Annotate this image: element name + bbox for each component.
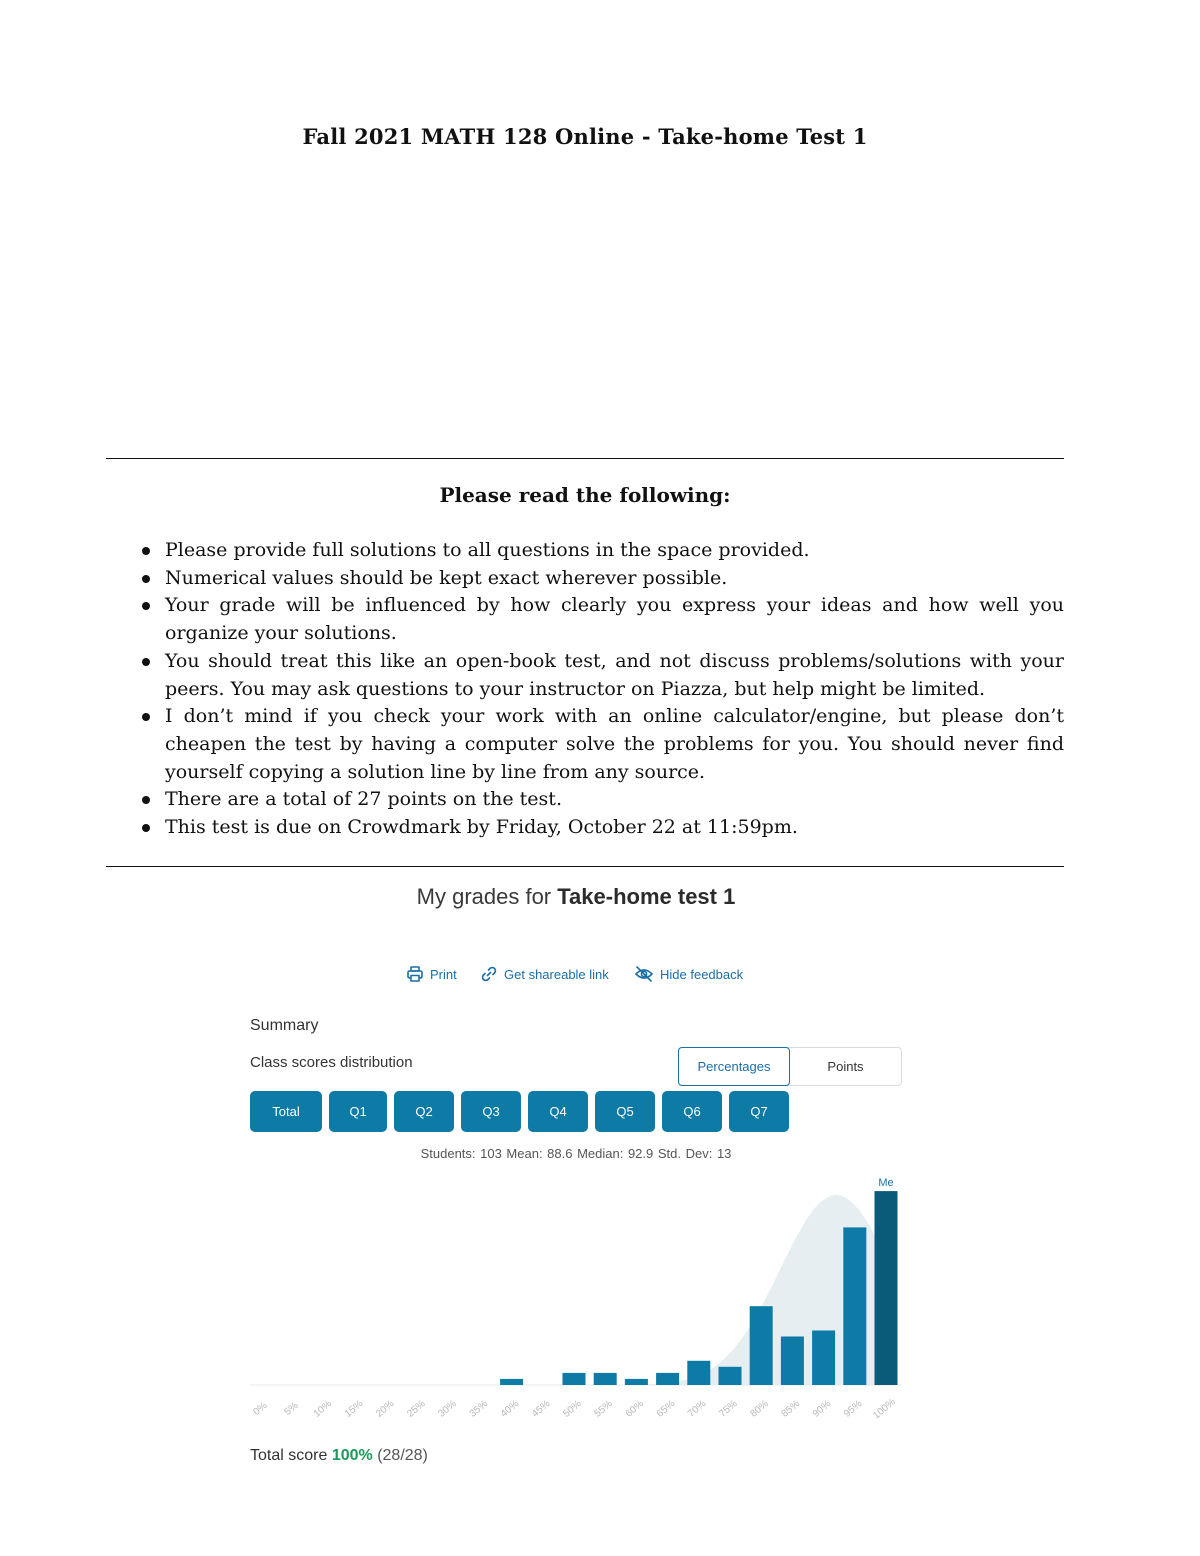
document-title: Fall 2021 MATH 128 Online - Take-home Test 1 (302, 124, 868, 149)
grades-title-test: Take-home test 1 (557, 884, 736, 909)
tick-label: 60% (623, 1398, 646, 1420)
bottom-divider (106, 866, 1064, 867)
bar-95%[interactable] (843, 1227, 866, 1385)
instruction-item: Numerical values should be kept exact wherever possible. (140, 565, 1064, 593)
class-stats: Students: 103 Mean: 88.6 Median: 92.9 Std. Dev: 13 (420, 1146, 732, 1161)
me-marker-label: Me (878, 1177, 894, 1190)
tick-label: 90% (810, 1398, 834, 1420)
bar-65%[interactable] (656, 1373, 679, 1385)
tab-q3[interactable]: Q3 (461, 1091, 521, 1132)
bar-50%[interactable] (563, 1373, 586, 1385)
tab-total[interactable]: Total (250, 1091, 322, 1132)
view-toggle (678, 1047, 902, 1086)
instruction-item: You should treat this like an open-book test, and not discuss problems/solutions with your peers. You may ask questions to your instructor on Piazza, but help might be limited. (140, 648, 1064, 703)
bar-80%[interactable] (750, 1306, 773, 1385)
instructions-list (140, 537, 1064, 842)
share-label: Get shareable link (504, 966, 609, 982)
tick-label: 100% (871, 1396, 898, 1422)
tick-label: 70% (685, 1398, 709, 1420)
tick-label: 40% (498, 1398, 522, 1420)
bar-60%[interactable] (625, 1379, 648, 1385)
tick-label: 80% (748, 1398, 771, 1420)
printer-icon (406, 965, 424, 983)
tab-q2[interactable]: Q2 (394, 1091, 454, 1132)
get-shareable-link-button[interactable] (480, 964, 609, 984)
bar-90%[interactable] (812, 1331, 835, 1386)
instruction-item: This test is due on Crowdmark by Friday, October 22 at 11:59pm. (140, 814, 1064, 842)
instruction-item: I don’t mind if you check your work with an online calculator/engine, but please don’t cheapen the test by having a computer solve the problems for you. You should never find yourself copying a solution line by line from any source. (140, 703, 1064, 786)
percentages-toggle[interactable]: Percentages (678, 1047, 790, 1086)
eye-off-icon (634, 965, 654, 983)
total-score-percent: 100% (331, 1447, 373, 1464)
top-divider (106, 458, 1064, 459)
tick-labels-layer (251, 1397, 897, 1422)
print-label: Print (430, 966, 457, 982)
tick-label: 30% (436, 1398, 459, 1420)
grades-title-prefix: My grades for (416, 884, 558, 909)
tick-label: 85% (779, 1398, 802, 1420)
tick-label: 95% (841, 1398, 865, 1420)
tab-q6[interactable]: Q6 (662, 1091, 722, 1132)
tick-label: 10% (311, 1398, 334, 1420)
distribution-heading: Class scores distribution (250, 1054, 413, 1071)
tick-label: 55% (592, 1398, 615, 1420)
bar-100%[interactable] (875, 1191, 898, 1385)
total-score-points: (28/28) (377, 1447, 428, 1464)
tab-q4[interactable]: Q4 (528, 1091, 588, 1132)
instruction-item: Your grade will be influenced by how clearly you express your ideas and how well you organize your solutions. (140, 592, 1064, 647)
tick-label: 5% (282, 1400, 301, 1418)
bar-85%[interactable] (781, 1337, 804, 1386)
print-button[interactable] (406, 964, 457, 984)
bar-40%[interactable] (500, 1379, 523, 1385)
bar-70%[interactable] (687, 1361, 710, 1385)
tick-label: 65% (654, 1398, 678, 1420)
total-score (250, 1447, 428, 1465)
summary-heading: Summary (250, 1017, 319, 1034)
tick-label: 20% (373, 1398, 397, 1420)
instruction-item: There are a total of 27 points on the test. (140, 786, 1064, 814)
hide-feedback-button[interactable] (634, 964, 743, 984)
tick-label: 35% (467, 1398, 490, 1420)
tab-q1[interactable]: Q1 (329, 1091, 387, 1132)
tab-q5[interactable]: Q5 (595, 1091, 655, 1132)
instruction-item: Please provide full solutions to all questions in the space provided. (140, 537, 1064, 565)
link-icon (480, 965, 498, 983)
score-distribution-chart (240, 1165, 920, 1435)
instructions-heading: Please read the following: (439, 483, 731, 507)
total-score-label: Total score (250, 1447, 332, 1464)
tick-label: 15% (342, 1398, 366, 1420)
tick-label: 0% (251, 1400, 270, 1418)
bar-55%[interactable] (594, 1373, 617, 1385)
tick-label: 25% (405, 1398, 428, 1420)
grades-title (0, 884, 1152, 910)
bar-75%[interactable] (719, 1367, 742, 1385)
tick-label: 45% (529, 1398, 553, 1420)
tick-label: 75% (717, 1398, 740, 1420)
points-toggle[interactable]: Points (827, 1059, 864, 1074)
tick-label: 50% (561, 1398, 584, 1420)
hide-feedback-label: Hide feedback (660, 966, 744, 982)
tab-q7[interactable]: Q7 (729, 1091, 789, 1132)
